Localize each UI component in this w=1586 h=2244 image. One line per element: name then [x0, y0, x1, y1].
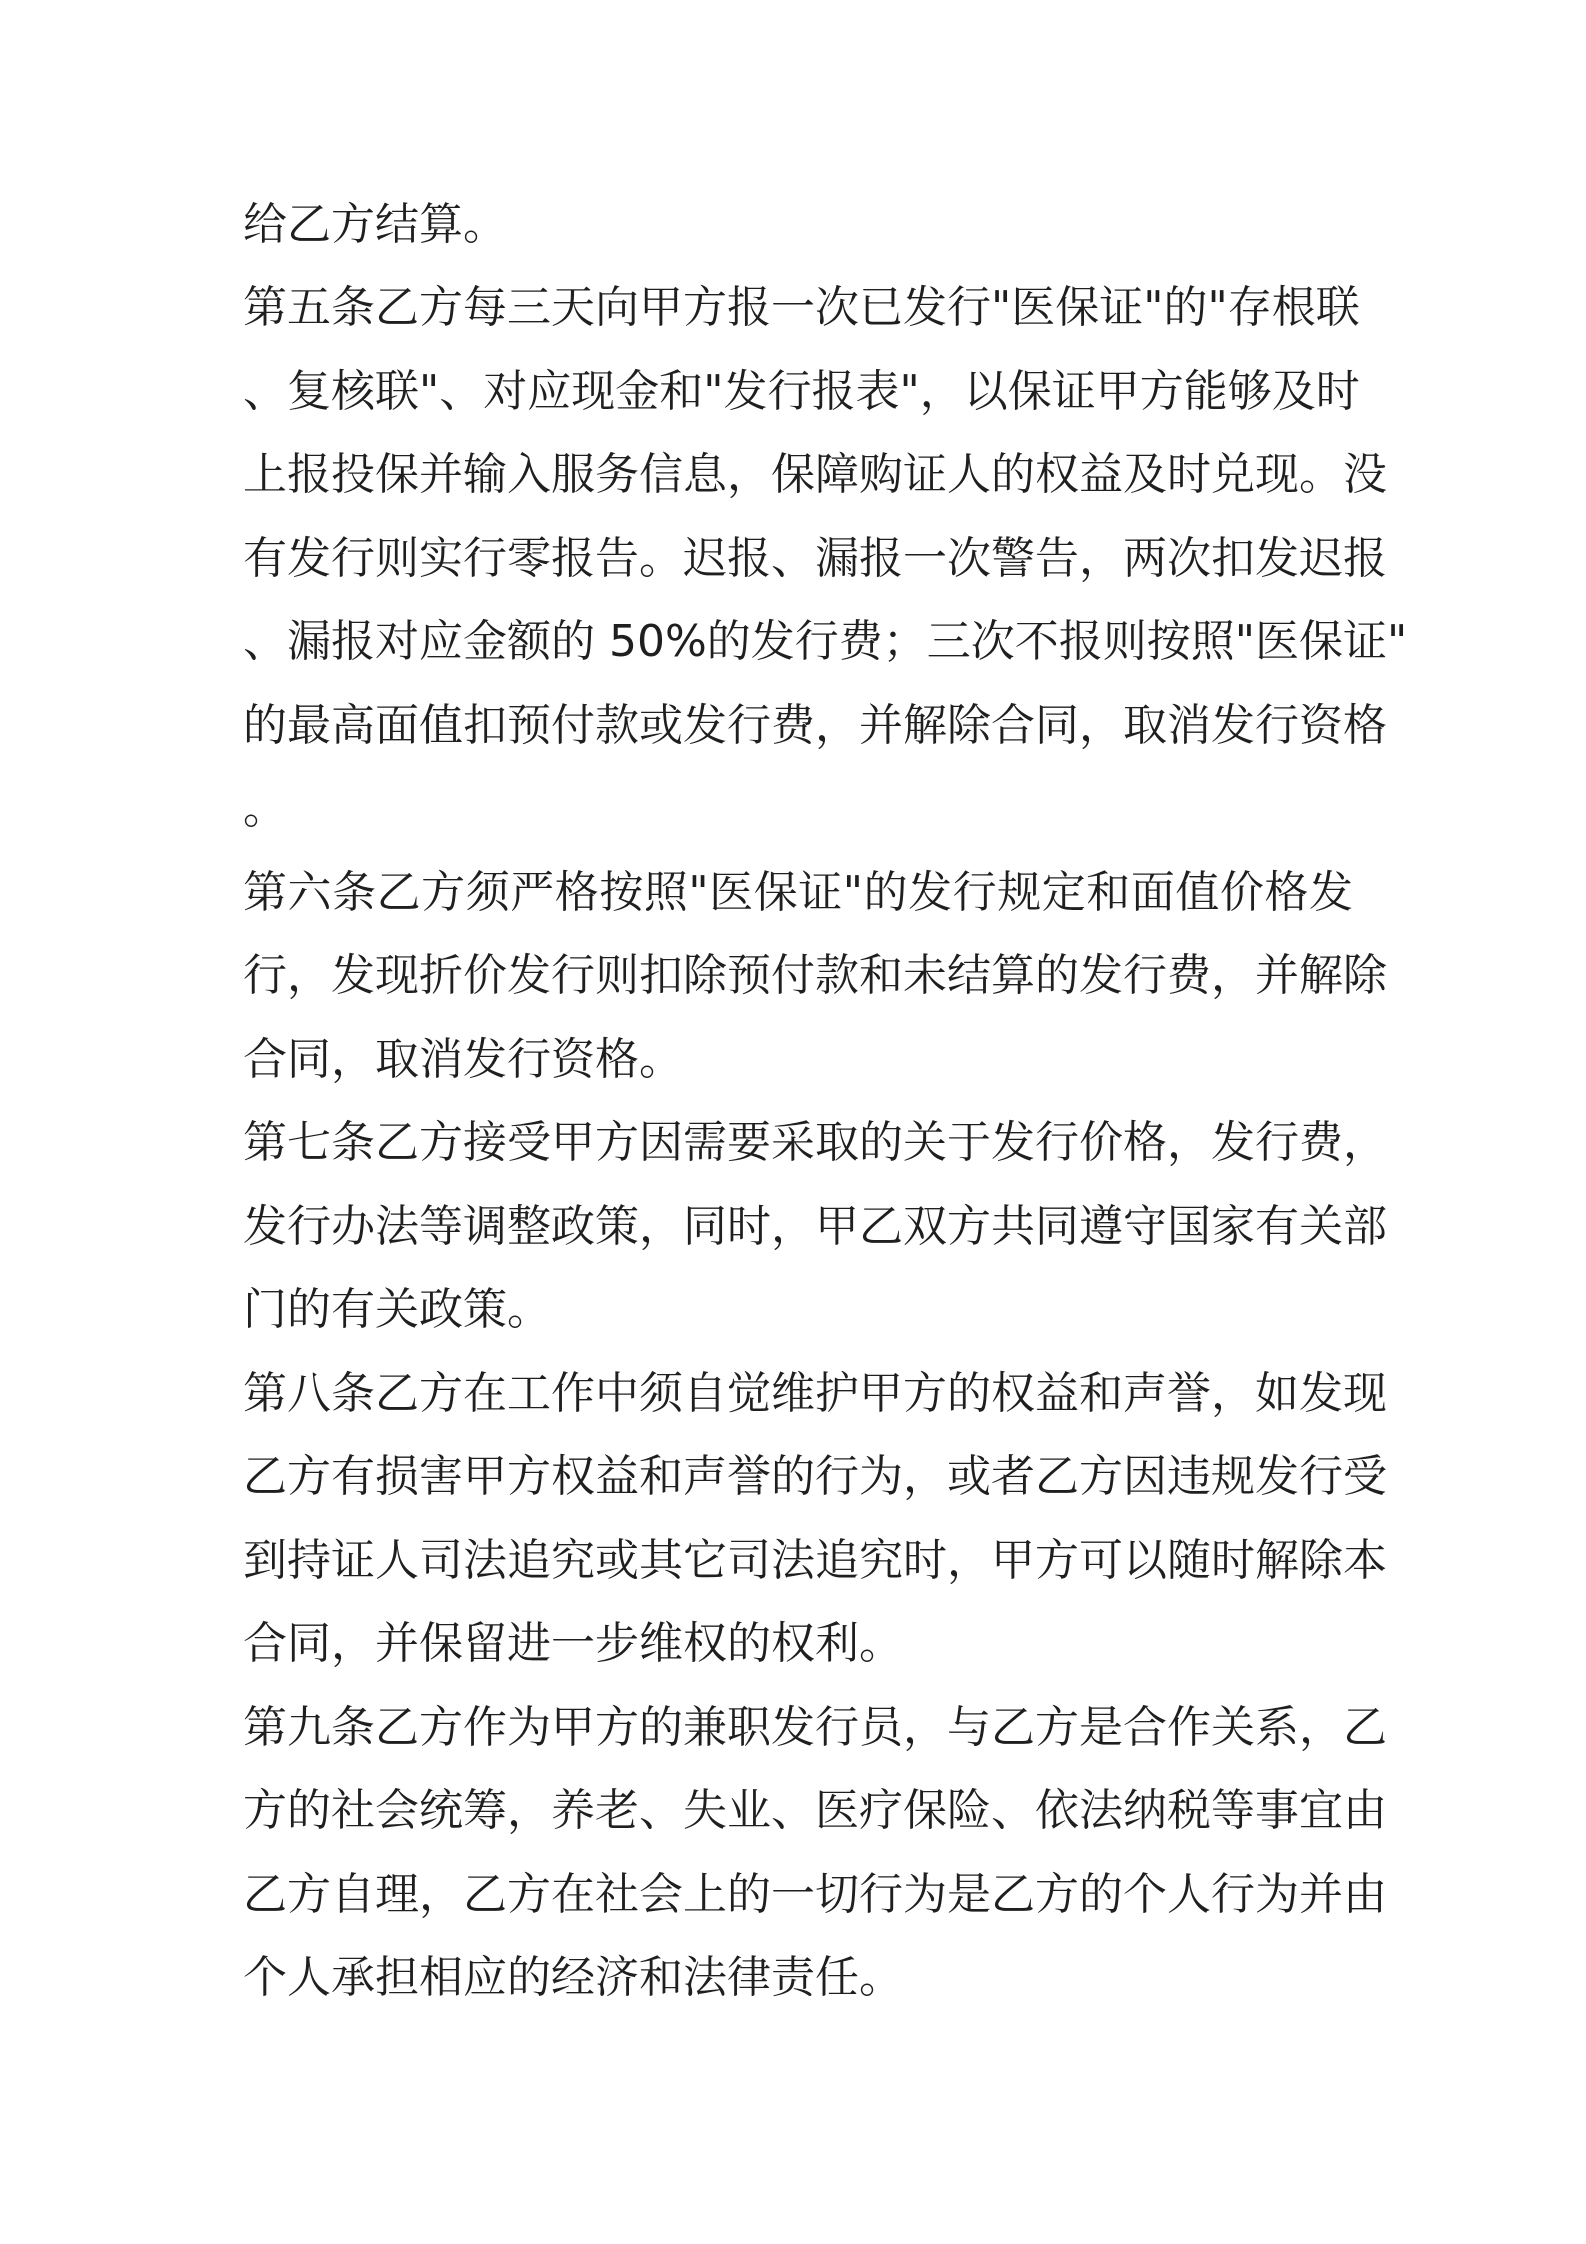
text-line-11: 合同，取消发行资格。: [243, 1034, 683, 1085]
text-line-22: 个人承担相应的经济和法律责任。: [243, 1952, 903, 2003]
text-line-18: 合同，并保留进一步维权的权利。: [243, 1618, 903, 1669]
text-line-2: 第五条乙方每三天向甲方报一次已发行"医保证"的"存根联: [243, 282, 1360, 333]
text-line-20: 方的社会统筹，养老、失业、医疗保险、依法纳税等事宜由: [243, 1785, 1387, 1836]
text-line-1: 给乙方结算。: [243, 199, 507, 250]
text-line-15: 第八条乙方在工作中须自觉维护甲方的权益和声誉，如发现: [243, 1368, 1387, 1419]
text-line-14: 门的有关政策。: [243, 1284, 551, 1335]
text-line-9: 第六条乙方须严格按照"医保证"的发行规定和面值价格发: [243, 867, 1353, 918]
text-line-4: 上报投保并输入服务信息，保障购证人的权益及时兑现。没: [243, 449, 1387, 500]
text-line-3: 、复核联"、对应现金和"发行报表"，以保证甲方能够及时: [243, 366, 1360, 417]
text-line-10: 行，发现折价发行则扣除预付款和未结算的发行费，并解除: [243, 950, 1387, 1001]
text-line-6: 、漏报对应金额的 50%的发行费；三次不报则按照"医保证": [243, 616, 1408, 667]
text-line-19: 第九条乙方作为甲方的兼职发行员，与乙方是合作关系，乙: [243, 1702, 1387, 1753]
text-line-13: 发行办法等调整政策，同时，甲乙双方共同遵守国家有关部: [243, 1201, 1387, 1252]
text-line-21: 乙方自理，乙方在社会上的一切行为是乙方的个人行为并由: [243, 1869, 1387, 1920]
text-line-16: 乙方有损害甲方权益和声誉的行为，或者乙方因违规发行受: [243, 1451, 1387, 1502]
text-line-12: 第七条乙方接受甲方因需要采取的关于发行价格，发行费，: [243, 1117, 1387, 1168]
text-line-17: 到持证人司法追究或其它司法追究时，甲方可以随时解除本: [243, 1535, 1387, 1586]
text-line-7: 的最高面值扣预付款或发行费，并解除合同，取消发行资格: [243, 700, 1387, 751]
text-line-5: 有发行则实行零报告。迟报、漏报一次警告，两次扣发迟报: [243, 533, 1387, 584]
text-line-8: 。: [243, 783, 287, 834]
